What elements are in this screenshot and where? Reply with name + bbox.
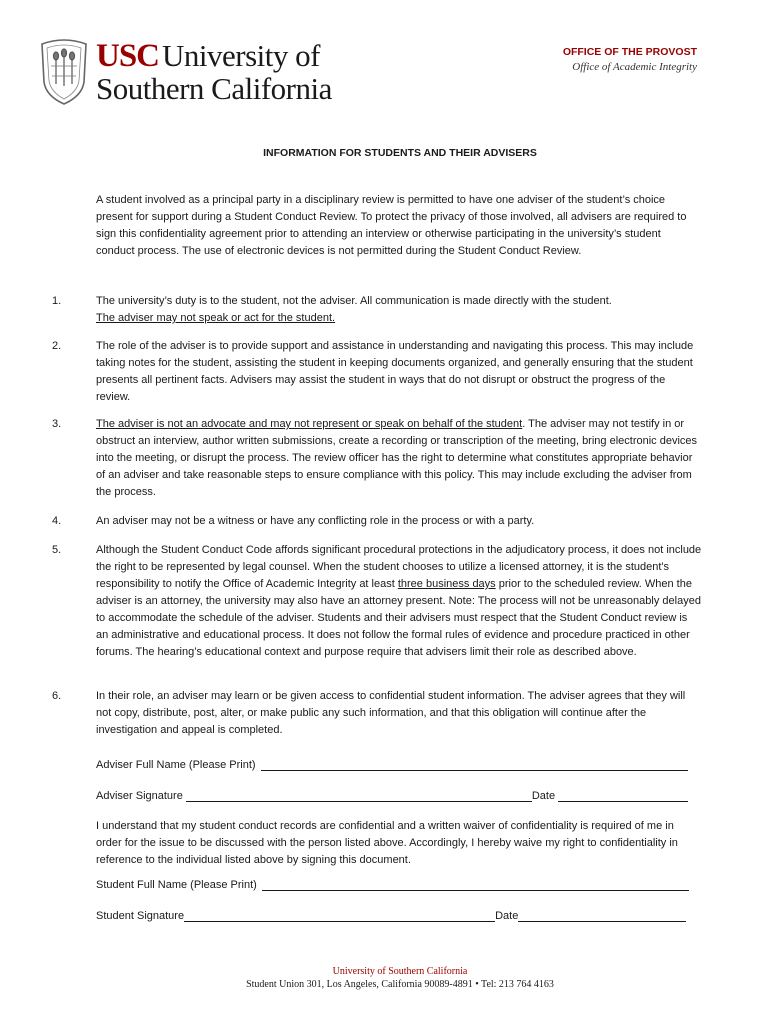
office-provost: OFFICE OF THE PROVOST — [562, 46, 697, 58]
wordmark-university-of: University of — [162, 38, 320, 73]
footer-address: Student Union 301, Los Angeles, California 90089-4891 • Tel: 213 764 4163 — [246, 979, 554, 990]
student-signature-row — [96, 908, 702, 925]
student-date-label: Date — [495, 910, 519, 922]
student-name-field[interactable] — [262, 878, 689, 891]
office-integrity: Office of Academic Integrity — [572, 61, 697, 73]
list-item — [52, 688, 702, 739]
wordmark — [96, 40, 332, 104]
item-text: Although the Student Conduct Code affords significant procedural protections in the adjudicatory process, it does not include the right to be represented by legal counsel. When the student chooses to utilize a licensed attorney, it is the student's responsibility to notify the Office of Academic Integrity at least three business days prior to the scheduled review. When the adviser is an attorney, the university may also have an attorney present. Note: The process will not be unreasonably delayed to accommodate the schedule of the adviser. Students and their advisers must respect that the Student Conduct review is an administrative and educational process. It does not follow the formal rules of evidence and procedure practiced in other forums. The hearing’s educational context and purpose require that advisers limit their role as described above. — [96, 544, 702, 658]
list-item — [52, 293, 702, 327]
usc-logo — [38, 38, 332, 108]
document-title: INFORMATION FOR STUDENTS AND THEIR ADVISERS — [263, 147, 537, 159]
student-name-label: Student Full Name (Please Print) — [96, 879, 257, 891]
list-item — [52, 338, 702, 406]
office-header — [563, 46, 697, 73]
item-underlined: The adviser is not an advocate and may not represent or speak on behalf of the student — [96, 418, 523, 430]
item-number: 4. — [52, 515, 62, 527]
usc-seal-icon — [38, 38, 90, 106]
item-text: The adviser is not an advocate and may not represent or speak on behalf of the student. The adviser may not testify in or obstruct an interview, author written submissions, create a recording or transcription of the meeting, bring electronic devices into the meeting, or disrupt the process. The review officer has the right to determine what constitutes appropriate behavior of an adviser and take reasonable steps to ensure compliance with this policy. This may include excluding the adviser from the process. — [96, 418, 698, 498]
item-text: The university’s duty is to the student, not the adviser. All communication is made directly with the student. The adviser may not speak or act for the student. — [96, 295, 612, 324]
footer-university: University of Southern California — [332, 966, 468, 977]
student-signature-field[interactable] — [184, 909, 495, 922]
adviser-signature-field[interactable] — [186, 789, 532, 802]
item-number: 3. — [52, 418, 62, 430]
adviser-signature-row — [96, 788, 702, 805]
wordmark-southern-california: Southern California — [96, 71, 332, 106]
waiver-paragraph: I understand that my student conduct records are confidential and a written waiver of confidentiality is required of me in order for the issue to be discussed with the person listed above. Accordingly, I hereby waive my right to confidentiality in reference to the individual listed above by signing this document. — [96, 820, 678, 866]
adviser-signature-label: Adviser Signature — [96, 790, 183, 802]
item-underlined: The adviser may not speak or act for the student. — [96, 312, 336, 324]
list-item — [52, 513, 702, 530]
student-date-field[interactable] — [518, 909, 686, 922]
item-number: 2. — [52, 340, 62, 352]
item-underlined: three business days — [397, 578, 496, 590]
adviser-name-label: Adviser Full Name (Please Print) — [96, 759, 256, 771]
item-number: 1. — [52, 295, 62, 307]
student-name-row — [96, 877, 702, 894]
list-item — [52, 542, 702, 661]
item-text: An adviser may not be a witness or have any conflicting role in the process or with a party. — [96, 515, 535, 527]
wordmark-usc: USC — [96, 38, 160, 74]
footer — [0, 966, 770, 990]
adviser-name-row — [96, 757, 702, 774]
adviser-name-field[interactable] — [261, 758, 688, 771]
adviser-date-field[interactable] — [558, 789, 688, 802]
intro-paragraph: A student involved as a principal party in a disciplinary review is permitted to have one adviser of the student’s choice present for support during a Student Conduct Review. To protect the privacy of those involved, all advisers are required to sign this confidentiality agreement prior to attending an interview or otherwise participating in the university’s student conduct process. The use of electronic devices is not permitted during the Student Conduct Review. — [96, 194, 687, 257]
student-signature-label: Student Signature — [96, 910, 185, 922]
item-text: In their role, an adviser may learn or be given access to confidential student information. The adviser agrees that they will not copy, distribute, post, alter, or make public any such information, and that this obligation will continue after the investigation and appeal is completed. — [96, 690, 686, 736]
item-number: 5. — [52, 544, 62, 556]
adviser-date-label: Date — [531, 790, 556, 802]
list-item — [52, 416, 702, 501]
item-number: 6. — [52, 690, 62, 702]
item-text: The role of the adviser is to provide support and assistance in understanding and navigating this process. This may include taking notes for the student, assisting the student in keeping documents organized, and generally ensuring that the student presents all pertinent facts. Advisers may assist the student in ways that do not disrupt or obstruct the progress of the review. — [96, 340, 694, 403]
